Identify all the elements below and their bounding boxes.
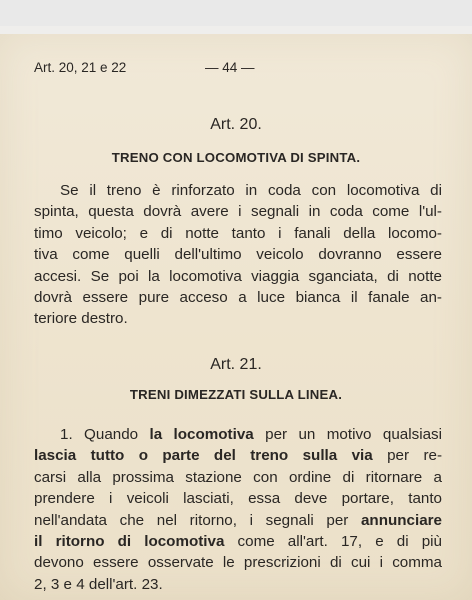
article-21-heading: Art. 21.: [210, 356, 262, 373]
paragraph-line: [34, 445, 442, 466]
scanned-page: [0, 34, 472, 600]
text-run: nell'andata che nel ritorno, i segnali per: [34, 511, 361, 529]
paragraph-line: Se il treno è rinforzato in coda con locomotiva di: [60, 182, 442, 199]
paragraph-line: [34, 531, 442, 552]
text-run: per re-: [372, 447, 443, 465]
viewer-toolbar: [0, 0, 472, 26]
article-20-paragraph: [34, 180, 442, 330]
paragraph-line: teriore destro.: [34, 310, 128, 328]
paragraph-line: spinta, questa dovrà avere i segnali in coda come l'ul-: [34, 203, 442, 221]
paragraph-line: devono essere osservate le prescrizioni di cui i comma: [34, 554, 442, 572]
text-run: come all'art. 17, e di più: [224, 532, 442, 550]
article-21-title: TRENI DIMEZZATI SULLA LINEA.: [129, 387, 343, 402]
paragraph-line: timo veicolo; e di notte tanto i fanali della locomo-: [34, 224, 442, 242]
paragraph-line: [34, 424, 442, 445]
emphasis-run: annunciare: [360, 511, 442, 529]
paragraph-line: tiva come quelli dell'ultimo veicolo dovranno essere: [34, 246, 442, 264]
paragraph-line: accesi. Se poi la locomotiva viaggia sganciata, di notte: [34, 267, 442, 285]
page-number: — 44 —: [205, 60, 255, 75]
emphasis-run: lascia tutto o parte del treno sulla via: [34, 447, 373, 465]
paragraph-line: 2, 3 e 4 dell'art. 23.: [34, 575, 163, 593]
running-head-articles: Art. 20, 21 e 22: [34, 60, 127, 75]
emphasis-run: il ritorno di locomotiva: [34, 532, 225, 550]
emphasis-run: la locomotiva: [149, 426, 254, 443]
text-run: 1. Quando: [60, 426, 150, 443]
article-21-paragraph: [34, 424, 442, 595]
paragraph-line: prendere i veicoli lasciati, essa deve portare, tanto: [34, 490, 442, 508]
paragraph-line: dovrà essere pure acceso a luce bianca il fanale an-: [34, 288, 442, 306]
article-20-title: TRENO CON LOCOMOTIVA DI SPINTA.: [111, 150, 361, 165]
text-run: per un motivo qualsiasi: [253, 426, 442, 443]
paragraph-line: [34, 510, 442, 531]
article-20-heading: Art. 20.: [210, 116, 262, 133]
paragraph-line: carsi alla prossima stazione con ordine di ritornare a: [34, 468, 442, 486]
